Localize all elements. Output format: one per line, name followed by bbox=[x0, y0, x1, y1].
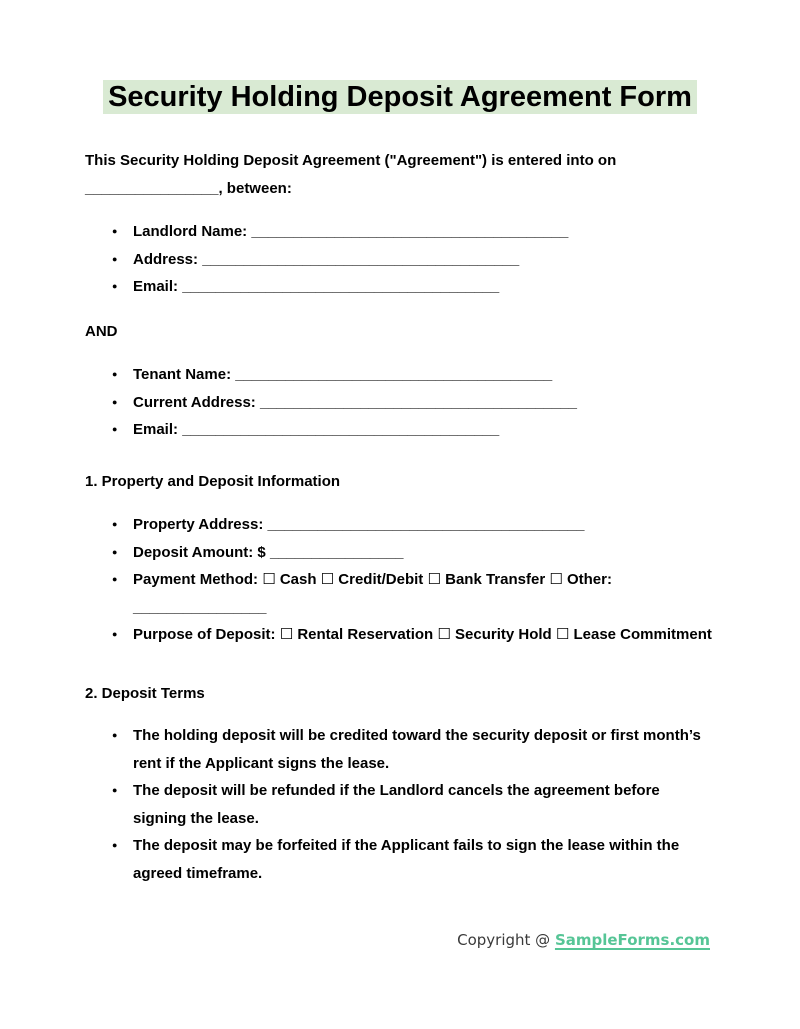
field-blank: ______________________________________ bbox=[267, 516, 585, 533]
list-item-landlord-address bbox=[133, 246, 715, 274]
payment-option-other: Other: bbox=[566, 571, 612, 588]
page-title bbox=[85, 81, 715, 114]
field-label: Email: bbox=[133, 278, 179, 295]
field-blank: ________________ bbox=[133, 598, 267, 616]
footer-link[interactable]: SampleForms.com bbox=[554, 931, 710, 949]
checkbox-icon: ☐ bbox=[262, 570, 276, 588]
list-item-property-address bbox=[133, 511, 715, 539]
list-item-landlord-name bbox=[133, 218, 715, 246]
field-label: Purpose of Deposit: bbox=[133, 626, 276, 643]
field-blank: ______________________________________ bbox=[251, 223, 569, 240]
field-blank: ______________________________________ bbox=[202, 250, 520, 268]
section-heading-deposit-terms: 2. Deposit Terms bbox=[85, 684, 205, 702]
payment-option-cash: Cash bbox=[279, 571, 317, 588]
list-item-purpose-of-deposit bbox=[133, 621, 715, 649]
page-footer bbox=[85, 929, 715, 951]
checkbox-icon: ☐ bbox=[320, 570, 335, 588]
field-label: Current Address: bbox=[133, 393, 256, 411]
purpose-option-security-hold: Security Hold bbox=[455, 626, 552, 643]
connector-and: AND bbox=[85, 322, 118, 340]
field-blank: ________________ bbox=[269, 543, 404, 561]
field-label: Email: bbox=[133, 421, 179, 438]
field-blank: ______________________________________ bbox=[259, 393, 577, 411]
field-label: Address: bbox=[133, 250, 199, 268]
purpose-option-lease-commitment: Lease Commitment bbox=[573, 626, 712, 643]
list-item-term-refunded: ● The deposit will be refunded if the Landlord cancels the agreement before signing the lease. bbox=[133, 777, 715, 832]
footer-copyright-text: Copyright @ bbox=[457, 931, 551, 949]
field-label: Payment Method: bbox=[133, 571, 259, 588]
checkbox-icon: ☐ bbox=[555, 625, 570, 643]
landlord-info-list bbox=[85, 218, 715, 301]
field-blank: ______________________________________ bbox=[182, 278, 500, 295]
property-deposit-list bbox=[85, 511, 715, 649]
checkbox-icon: ☐ bbox=[437, 625, 451, 643]
field-blank: ______________________________________ bbox=[235, 366, 553, 383]
tenant-info-list bbox=[85, 361, 715, 444]
section-heading-property-deposit: 1. Property and Deposit Information bbox=[85, 472, 341, 490]
list-item-tenant-name bbox=[133, 361, 715, 389]
checkbox-icon: ☐ bbox=[279, 625, 294, 643]
checkbox-icon: ☐ bbox=[427, 570, 441, 588]
checkbox-icon: ☐ bbox=[549, 570, 563, 588]
payment-option-bank-transfer: Bank Transfer bbox=[445, 571, 546, 588]
payment-option-credit-debit: Credit/Debit bbox=[338, 571, 424, 588]
field-label: Landlord Name: bbox=[133, 223, 248, 240]
list-item-payment-method bbox=[133, 566, 715, 621]
field-label: Tenant Name: bbox=[133, 366, 232, 383]
field-label: Property Address: bbox=[133, 516, 264, 533]
list-item-term-credited: ● The holding deposit will be credited toward the security deposit or first month’s rent if the Applicant signs the lease. bbox=[133, 722, 715, 777]
list-item-tenant-email bbox=[133, 416, 715, 444]
purpose-option-rental-reservation: Rental Reservation bbox=[297, 626, 434, 643]
page-title-highlight: Security Holding Deposit Agreement Form bbox=[103, 80, 697, 114]
field-blank: ______________________________________ bbox=[182, 421, 500, 438]
list-item-landlord-email bbox=[133, 273, 715, 301]
intro-paragraph: This Security Holding Deposit Agreement ("Agreement") is entered into on ________________, between: bbox=[85, 152, 617, 197]
deposit-terms-list bbox=[85, 722, 715, 887]
list-item-tenant-current-address bbox=[133, 389, 715, 417]
list-item-deposit-amount bbox=[133, 539, 715, 567]
field-label: Deposit Amount: $ bbox=[133, 543, 266, 561]
list-item-term-forfeited: ● The deposit may be forfeited if the Applicant fails to sign the lease within the agreed timeframe. bbox=[133, 832, 715, 887]
